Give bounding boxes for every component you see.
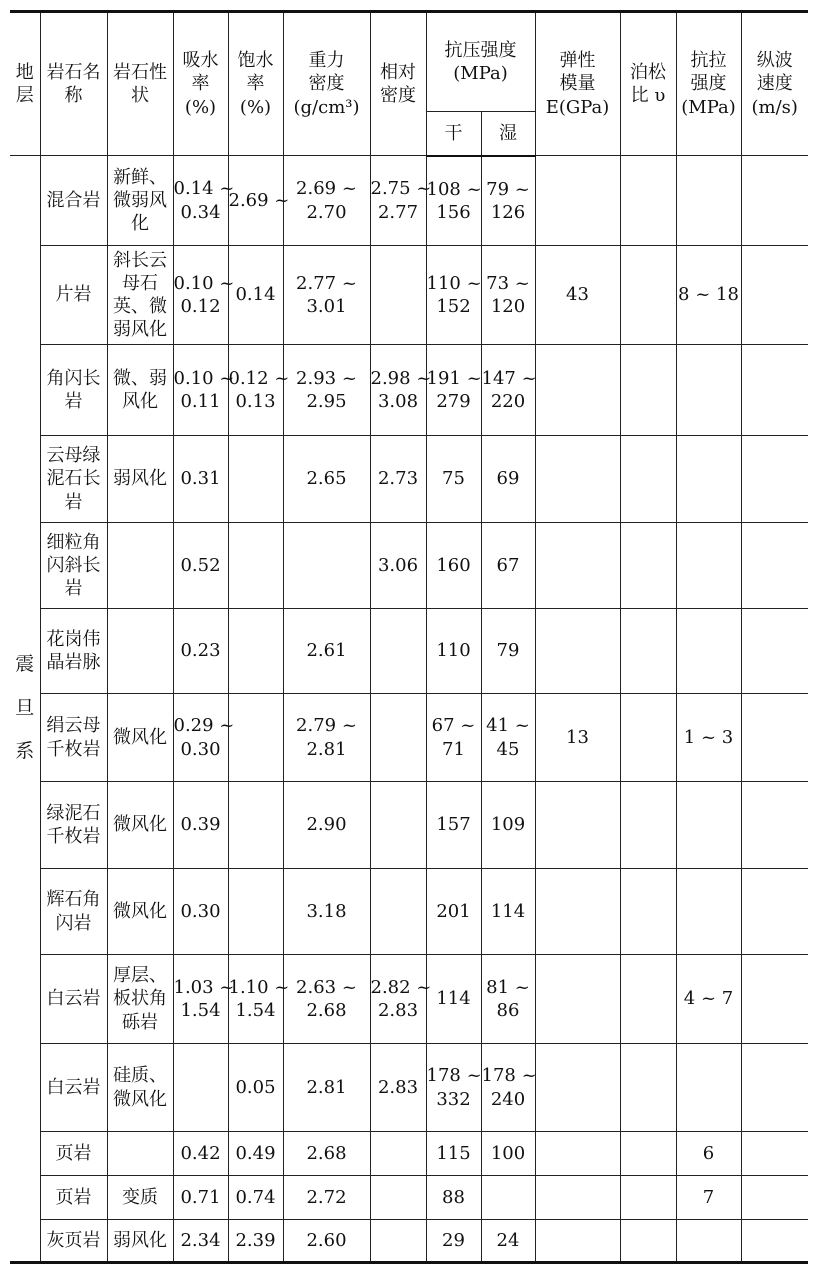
table-row: [10, 156, 808, 246]
unit-weight-cell: 2.69 ~ 2.70: [283, 156, 370, 246]
elastic-modulus-cell: [535, 782, 620, 869]
rock-property-cell: [107, 1132, 173, 1176]
header-saturation: 饱水 率 (%): [228, 12, 283, 156]
relative-density-cell: 2.75 ~ 2.77: [370, 156, 426, 246]
poisson-ratio-cell: [620, 1176, 676, 1220]
relative-density-cell: 3.06: [370, 523, 426, 609]
table-row: [10, 345, 808, 436]
relative-density-cell: [370, 1132, 426, 1176]
unit-weight-cell: 2.79 ~ 2.81: [283, 694, 370, 782]
dry-strength-cell: 108 ~ 156: [426, 156, 481, 246]
rock-name-cell: 白云岩: [40, 1044, 107, 1132]
wet-strength-cell: 67: [481, 523, 535, 609]
tensile-strength-cell: [676, 523, 741, 609]
tensile-strength-cell: 4 ~ 7: [676, 955, 741, 1044]
elastic-modulus-cell: [535, 609, 620, 694]
relative-density-cell: 2.98 ~ 3.08: [370, 345, 426, 436]
saturation-cell: 0.05: [228, 1044, 283, 1132]
rock-name-cell: 页岩: [40, 1132, 107, 1176]
wet-strength-cell: 100: [481, 1132, 535, 1176]
relative-density-cell: [370, 246, 426, 345]
saturation-cell: 0.49: [228, 1132, 283, 1176]
header-relative-density: 相对 密度: [370, 12, 426, 156]
absorption-cell: 2.34: [173, 1220, 228, 1263]
rock-name-cell: 绢云母千枚岩: [40, 694, 107, 782]
elastic-modulus-cell: [535, 436, 620, 523]
poisson-ratio-cell: [620, 609, 676, 694]
poisson-ratio-cell: [620, 523, 676, 609]
rock-name-cell: 细粒角闪斜长岩: [40, 523, 107, 609]
tensile-strength-cell: [676, 436, 741, 523]
wet-strength-cell: 109: [481, 782, 535, 869]
rock-property-cell: 弱风化: [107, 436, 173, 523]
rock-property-cell: 变质: [107, 1176, 173, 1220]
absorption-cell: 0.30: [173, 869, 228, 955]
relative-density-cell: [370, 1220, 426, 1263]
dry-strength-cell: 201: [426, 869, 481, 955]
elastic-modulus-cell: [535, 1176, 620, 1220]
absorption-cell: 0.29 ~ 0.30: [173, 694, 228, 782]
dry-strength-cell: 110: [426, 609, 481, 694]
header-stratum: 地层: [10, 12, 40, 156]
relative-density-cell: 2.83: [370, 1044, 426, 1132]
tensile-strength-cell: [676, 609, 741, 694]
unit-weight-cell: 2.65: [283, 436, 370, 523]
header-p-wave-velocity: 纵波 速度 (m/s): [741, 12, 808, 156]
poisson-ratio-cell: [620, 246, 676, 345]
table-row: [10, 246, 808, 345]
absorption-cell: 0.31: [173, 436, 228, 523]
rock-property-cell: 厚层、板状角砾岩: [107, 955, 173, 1044]
absorption-cell: 1.03 ~ 1.54: [173, 955, 228, 1044]
elastic-modulus-cell: 43: [535, 246, 620, 345]
table-row: [10, 1044, 808, 1132]
wet-strength-cell: 24: [481, 1220, 535, 1263]
rock-property-cell: 弱风化: [107, 1220, 173, 1263]
table-row: [10, 436, 808, 523]
table-row: [10, 1176, 808, 1220]
p-wave-velocity-cell: [741, 523, 808, 609]
header-dry: 干: [426, 112, 481, 156]
poisson-ratio-cell: [620, 782, 676, 869]
tensile-strength-cell: [676, 782, 741, 869]
absorption-cell: 0.52: [173, 523, 228, 609]
p-wave-velocity-cell: [741, 609, 808, 694]
wet-strength-cell: 147 ~ 220: [481, 345, 535, 436]
saturation-cell: [228, 782, 283, 869]
rock-properties-table: [10, 10, 808, 1264]
header-compressive-strength: 抗压强度 (MPa): [426, 12, 535, 112]
poisson-ratio-cell: [620, 1220, 676, 1263]
table-row: [10, 609, 808, 694]
absorption-cell: 0.42: [173, 1132, 228, 1176]
header-unit-weight: 重力 密度 (g/cm³): [283, 12, 370, 156]
elastic-modulus-cell: [535, 955, 620, 1044]
absorption-cell: 0.71: [173, 1176, 228, 1220]
rock-name-cell: 灰页岩: [40, 1220, 107, 1263]
rock-name-cell: 辉石角闪岩: [40, 869, 107, 955]
relative-density-cell: [370, 869, 426, 955]
p-wave-velocity-cell: [741, 1132, 808, 1176]
tensile-strength-cell: [676, 345, 741, 436]
elastic-modulus-cell: [535, 1220, 620, 1263]
wet-strength-cell: 178 ~ 240: [481, 1044, 535, 1132]
wet-strength-cell: 69: [481, 436, 535, 523]
dry-strength-cell: 115: [426, 1132, 481, 1176]
poisson-ratio-cell: [620, 436, 676, 523]
table-row: [10, 782, 808, 869]
poisson-ratio-cell: [620, 345, 676, 436]
relative-density-cell: [370, 1176, 426, 1220]
relative-density-cell: [370, 694, 426, 782]
elastic-modulus-cell: [535, 869, 620, 955]
absorption-cell: 0.10 ~ 0.12: [173, 246, 228, 345]
table-row: [10, 1132, 808, 1176]
rock-property-cell: [107, 609, 173, 694]
rock-property-cell: [107, 523, 173, 609]
table-row: [10, 694, 808, 782]
poisson-ratio-cell: [620, 156, 676, 246]
elastic-modulus-cell: [535, 345, 620, 436]
tensile-strength-cell: 8 ~ 18: [676, 246, 741, 345]
rock-property-cell: 新鲜、微弱风化: [107, 156, 173, 246]
rock-name-cell: 片岩: [40, 246, 107, 345]
wet-strength-cell: 114: [481, 869, 535, 955]
p-wave-velocity-cell: [741, 1220, 808, 1263]
relative-density-cell: 2.73: [370, 436, 426, 523]
header-rock-name: 岩石名称: [40, 12, 107, 156]
unit-weight-cell: 2.68: [283, 1132, 370, 1176]
dry-strength-cell: 29: [426, 1220, 481, 1263]
wet-strength-cell: [481, 1176, 535, 1220]
saturation-cell: 1.10 ~ 1.54: [228, 955, 283, 1044]
unit-weight-cell: 2.72: [283, 1176, 370, 1220]
saturation-cell: [228, 869, 283, 955]
unit-weight-cell: 2.77 ~ 3.01: [283, 246, 370, 345]
elastic-modulus-cell: [535, 1044, 620, 1132]
dry-strength-cell: 67 ~ 71: [426, 694, 481, 782]
dry-strength-cell: 191 ~ 279: [426, 345, 481, 436]
rock-property-cell: 微风化: [107, 869, 173, 955]
poisson-ratio-cell: [620, 1132, 676, 1176]
p-wave-velocity-cell: [741, 782, 808, 869]
saturation-cell: 0.14: [228, 246, 283, 345]
tensile-strength-cell: 7: [676, 1176, 741, 1220]
p-wave-velocity-cell: [741, 246, 808, 345]
rock-name-cell: 白云岩: [40, 955, 107, 1044]
dry-strength-cell: 157: [426, 782, 481, 869]
dry-strength-cell: 178 ~ 332: [426, 1044, 481, 1132]
rock-property-cell: 微风化: [107, 694, 173, 782]
rock-name-cell: 混合岩: [40, 156, 107, 246]
unit-weight-cell: 2.63 ~ 2.68: [283, 955, 370, 1044]
wet-strength-cell: 41 ~ 45: [481, 694, 535, 782]
absorption-cell: [173, 1044, 228, 1132]
table-row: [10, 955, 808, 1044]
dry-strength-cell: 114: [426, 955, 481, 1044]
dry-strength-cell: 160: [426, 523, 481, 609]
wet-strength-cell: 79 ~ 126: [481, 156, 535, 246]
header-rock-property: 岩石性状: [107, 12, 173, 156]
wet-strength-cell: 79: [481, 609, 535, 694]
table-row: [10, 1220, 808, 1263]
p-wave-velocity-cell: [741, 345, 808, 436]
saturation-cell: [228, 694, 283, 782]
rock-property-cell: 微风化: [107, 782, 173, 869]
rock-property-cell: 斜长云母石英、微弱风化: [107, 246, 173, 345]
unit-weight-cell: 2.90: [283, 782, 370, 869]
p-wave-velocity-cell: [741, 955, 808, 1044]
absorption-cell: 0.23: [173, 609, 228, 694]
absorption-cell: 0.14 ~ 0.34: [173, 156, 228, 246]
table-row: [10, 869, 808, 955]
poisson-ratio-cell: [620, 869, 676, 955]
header-elastic-modulus: 弹性 模量 E(GPa): [535, 12, 620, 156]
absorption-cell: 0.10 ~ 0.11: [173, 345, 228, 436]
rock-name-cell: 花岗伟晶岩脉: [40, 609, 107, 694]
relative-density-cell: 2.82 ~ 2.83: [370, 955, 426, 1044]
header-poisson-ratio: 泊松 比 υ: [620, 12, 676, 156]
saturation-cell: 2.69 ~: [228, 156, 283, 246]
saturation-cell: [228, 523, 283, 609]
saturation-cell: 0.12 ~ 0.13: [228, 345, 283, 436]
p-wave-velocity-cell: [741, 869, 808, 955]
dry-strength-cell: 75: [426, 436, 481, 523]
saturation-cell: [228, 436, 283, 523]
elastic-modulus-cell: [535, 156, 620, 246]
p-wave-velocity-cell: [741, 1176, 808, 1220]
poisson-ratio-cell: [620, 1044, 676, 1132]
header-wet: 湿: [481, 112, 535, 156]
saturation-cell: 0.74: [228, 1176, 283, 1220]
unit-weight-cell: [283, 523, 370, 609]
absorption-cell: 0.39: [173, 782, 228, 869]
elastic-modulus-cell: [535, 1132, 620, 1176]
relative-density-cell: [370, 782, 426, 869]
tensile-strength-cell: [676, 869, 741, 955]
tensile-strength-cell: [676, 1044, 741, 1132]
dry-strength-cell: 110 ~ 152: [426, 246, 481, 345]
table-row: [10, 523, 808, 609]
tensile-strength-cell: [676, 1220, 741, 1263]
wet-strength-cell: 73 ~ 120: [481, 246, 535, 345]
poisson-ratio-cell: [620, 955, 676, 1044]
p-wave-velocity-cell: [741, 436, 808, 523]
rock-name-cell: 页岩: [40, 1176, 107, 1220]
p-wave-velocity-cell: [741, 1044, 808, 1132]
rock-name-cell: 角闪长岩: [40, 345, 107, 436]
dry-strength-cell: 88: [426, 1176, 481, 1220]
poisson-ratio-cell: [620, 694, 676, 782]
saturation-cell: 2.39: [228, 1220, 283, 1263]
rock-name-cell: 绿泥石千枚岩: [40, 782, 107, 869]
unit-weight-cell: 2.60: [283, 1220, 370, 1263]
tensile-strength-cell: [676, 156, 741, 246]
elastic-modulus-cell: [535, 523, 620, 609]
header-absorption: 吸水 率 (%): [173, 12, 228, 156]
rock-property-cell: 硅质、微风化: [107, 1044, 173, 1132]
saturation-cell: [228, 609, 283, 694]
unit-weight-cell: 2.93 ~ 2.95: [283, 345, 370, 436]
relative-density-cell: [370, 609, 426, 694]
p-wave-velocity-cell: [741, 156, 808, 246]
tensile-strength-cell: 6: [676, 1132, 741, 1176]
elastic-modulus-cell: 13: [535, 694, 620, 782]
wet-strength-cell: 81 ~ 86: [481, 955, 535, 1044]
unit-weight-cell: 2.61: [283, 609, 370, 694]
unit-weight-cell: 2.81: [283, 1044, 370, 1132]
header-tensile-strength: 抗拉 强度 (MPa): [676, 12, 741, 156]
stratum-cell: 震 旦 系: [10, 156, 40, 1263]
tensile-strength-cell: 1 ~ 3: [676, 694, 741, 782]
p-wave-velocity-cell: [741, 694, 808, 782]
rock-name-cell: 云母绿泥石长岩: [40, 436, 107, 523]
unit-weight-cell: 3.18: [283, 869, 370, 955]
rock-property-cell: 微、弱风化: [107, 345, 173, 436]
